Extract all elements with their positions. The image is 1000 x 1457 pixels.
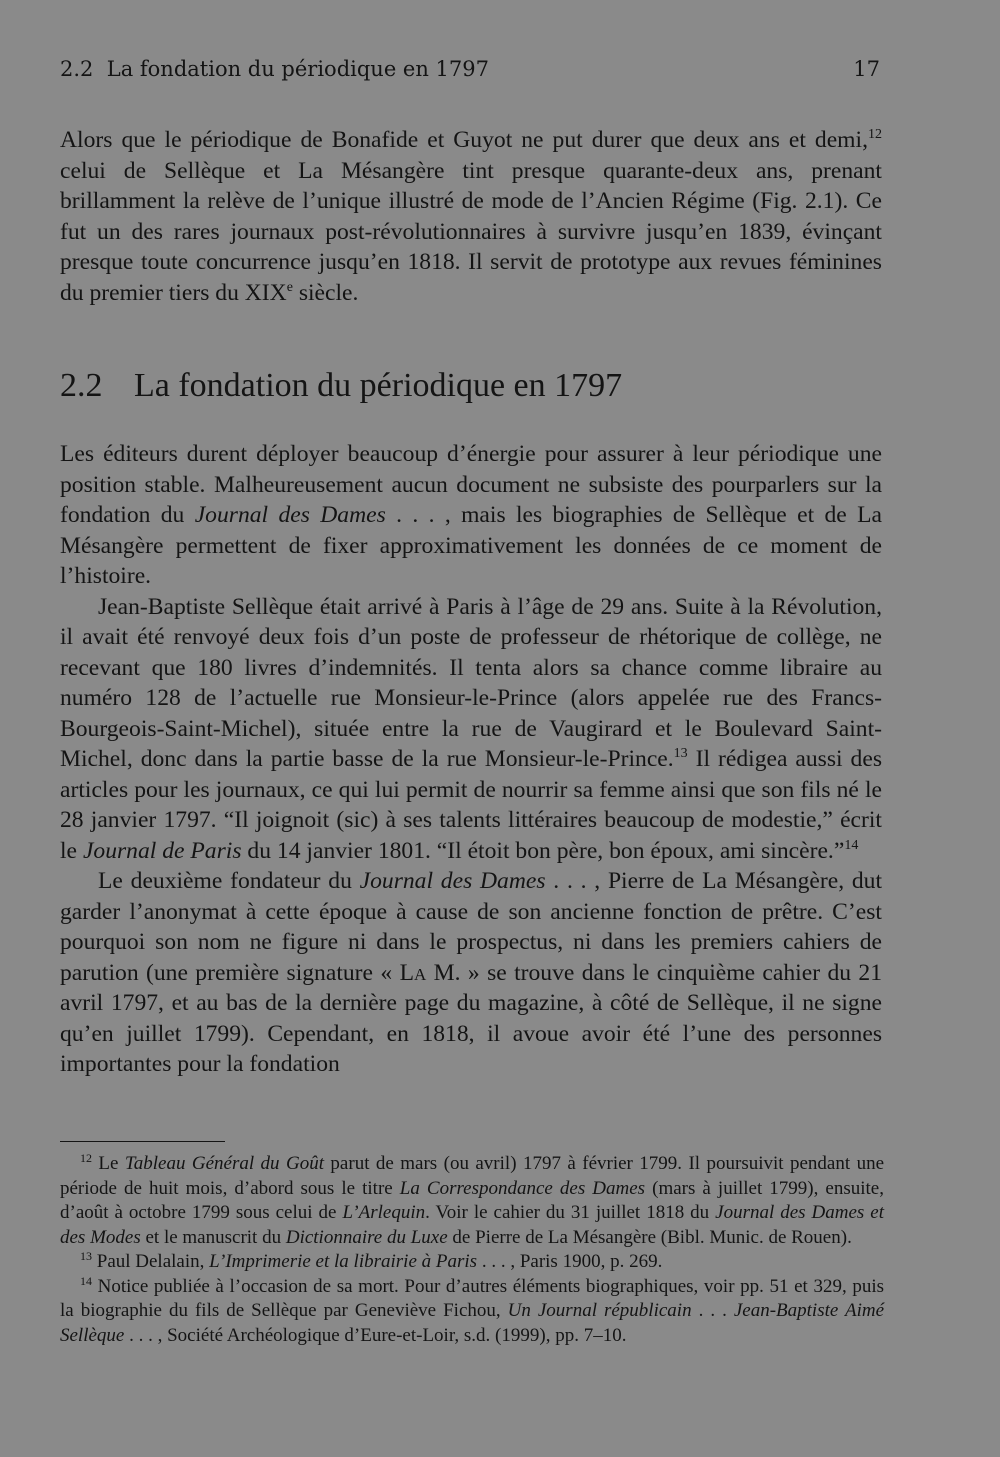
italic-title: Journal de Paris (82, 837, 242, 864)
footnote-ref-14[interactable]: 14 (844, 837, 859, 853)
running-title: 2.2 La fondation du périodique en 1797 (60, 57, 490, 81)
footnote-rule (60, 1141, 225, 1142)
text-run: » se trouve dans le cinquième cahier du 21 avril 1797, et au bas de la dernière page du magazine, à côté de Sellèque, il ne signe qu’en juillet 1799). Cependant, en 1818, il avoue avoir été l’une des personnes importantes pour la fondation (60, 959, 883, 1077)
footnote-ref-13[interactable]: 13 (673, 746, 688, 761)
footnote-number: 14 (80, 1273, 92, 1288)
italic-title: Jean-Baptiste Aimé Sellèque (60, 1300, 885, 1346)
footnote-13 (60, 1250, 884, 1275)
paragraph-1 (60, 125, 882, 308)
footnote-number: 13 (80, 1249, 92, 1263)
footnote-number: 12 (80, 1151, 92, 1165)
text-run: et le manuscrit du (140, 1226, 286, 1248)
italic-title: La Correspondance des Dames (399, 1177, 646, 1199)
footnote-12 (60, 1152, 884, 1250)
italic-title: L’Imprimerie et la librairie à Paris (209, 1251, 478, 1272)
section-title: La fondation du périodique en 1797 (134, 367, 623, 404)
footnote-ref-12[interactable]: 12 (868, 127, 882, 142)
text-run: Il rédigea aussi des articles pour les journaux, ce qui lui permit de nourrir sa femme ainsi que son fils né le 28 janvier 1797. “Il joignoit (sic) à ses talents littéraires beaucoup de modestie,” écrit le (60, 746, 883, 864)
text-run: Le deuxième fondateur du (98, 868, 360, 894)
text-run: Notice publiée à l’occasion de sa mort. Pour d’autres éléments biographiques, voir pp. 51 et 329, puis la biographie du fils de Sellèque par Geneviève Fichou, (60, 1275, 884, 1321)
text-run: Le (92, 1153, 125, 1174)
italic-title: Dictionnaire du Luxe (285, 1226, 448, 1248)
text-run: du 14 janvier 1801. “Il étoit bon père, bon époux, ami sincère.” (241, 837, 845, 864)
text-run: . Voir le cahier du 31 juillet 1818 du (425, 1202, 716, 1223)
paragraph-2 (60, 439, 882, 592)
text-run: Alors que le périodique de Bonafide et Guyot ne put durer que deux ans et demi, (60, 127, 868, 153)
small-caps-signature: La M. (399, 959, 461, 986)
text-run: (mars à juillet 1799), ensuite, d’août à octobre 1799 sous celui de (60, 1177, 884, 1223)
text-run: parut de mars (ou avril) 1797 à février 1799. Il poursuivit pendant une période de huit mois, d’abord sous le titre (60, 1153, 885, 1199)
text-run: Paul Delalain, (92, 1251, 210, 1272)
main-text (60, 125, 882, 1080)
text-run: de Pierre de La Mésangère (Bibl. Munic. de Rouen). (447, 1226, 852, 1248)
text-run: . . . (691, 1300, 734, 1321)
section-heading (60, 366, 882, 406)
italic-title: L’Arlequin (342, 1202, 426, 1223)
footnote-14 (60, 1275, 884, 1349)
text-run: Les éditeurs durent déployer beaucoup d’énergie pour assurer à leur périodique une position stable. Malheureusement aucun document ne subsiste des pourparlers sur la fondation du (60, 441, 882, 528)
footnotes (60, 1152, 884, 1348)
text-run: celui de Sellèque et La Mésangère tint presque quarante-deux ans, prenant brillamment la relève de l’unique illustré de mode de l’Ancien Régime (Fig. 2.1). Ce fut un des rares journaux post-révolutionnaires à survivre jusqu’en 1839, évinçant presque toute concurrence jusqu’en 1818. Il servit de prototype aux revues féminines du premier tiers du XIX (60, 157, 882, 306)
italic-title: Tableau Général du Goût (124, 1153, 324, 1174)
italic-title: Journal des Dames (194, 502, 386, 528)
text-run: . . . , Paris 1900, p. 269. (477, 1251, 663, 1272)
italic-title: Journal des Dames et des Modes (60, 1202, 885, 1248)
italic-title: Un Journal républicain (507, 1300, 692, 1321)
section-number: 2.2 (60, 367, 103, 404)
text-run: . . . , mais les biographies de Sellèque et de La Mésangère permettent de fixer approximativement les données de ce moment de l’histoire. (60, 502, 882, 589)
running-header (60, 54, 880, 84)
italic-title: Journal des Dames (359, 868, 546, 894)
text-run: Jean-Baptiste Sellèque était arrivé à Paris à l’âge de 29 ans. Suite à la Révolution, il avait été renvoyé deux fois d’un poste de professeur de rhétorique de collège, ne recevant que 180 livres d’indemnités. Il tenta alors sa chance comme libraire au numéro 128 de l’actuelle rue Monsieur-le-Prince (alors appelée rue des Francs-Bourgeois-Saint-Michel), située entre la rue de Vaugirard et le Boulevard Saint-Michel, donc dans la partie basse de la rue Monsieur-le-Prince. (60, 593, 882, 772)
text-run: . . . , Société Archéologique d’Eure-et-Loir, s.d. (1999), pp. 7–10. (124, 1324, 627, 1346)
paragraph-4 (60, 866, 882, 1080)
text-run: siècle. (292, 279, 359, 306)
page-number: 17 (853, 57, 880, 81)
text-run: . . . , Pierre de La Mésangère, dut garder l’anonymat à cette époque à cause de son ancienne fonction de prêtre. C’est pourquoi son nom ne figure ni dans le prospectus, ni dans les premiers cahiers de parution (une première signature « (60, 868, 883, 986)
superscript-e: e (286, 279, 293, 295)
paragraph-3 (60, 592, 882, 867)
